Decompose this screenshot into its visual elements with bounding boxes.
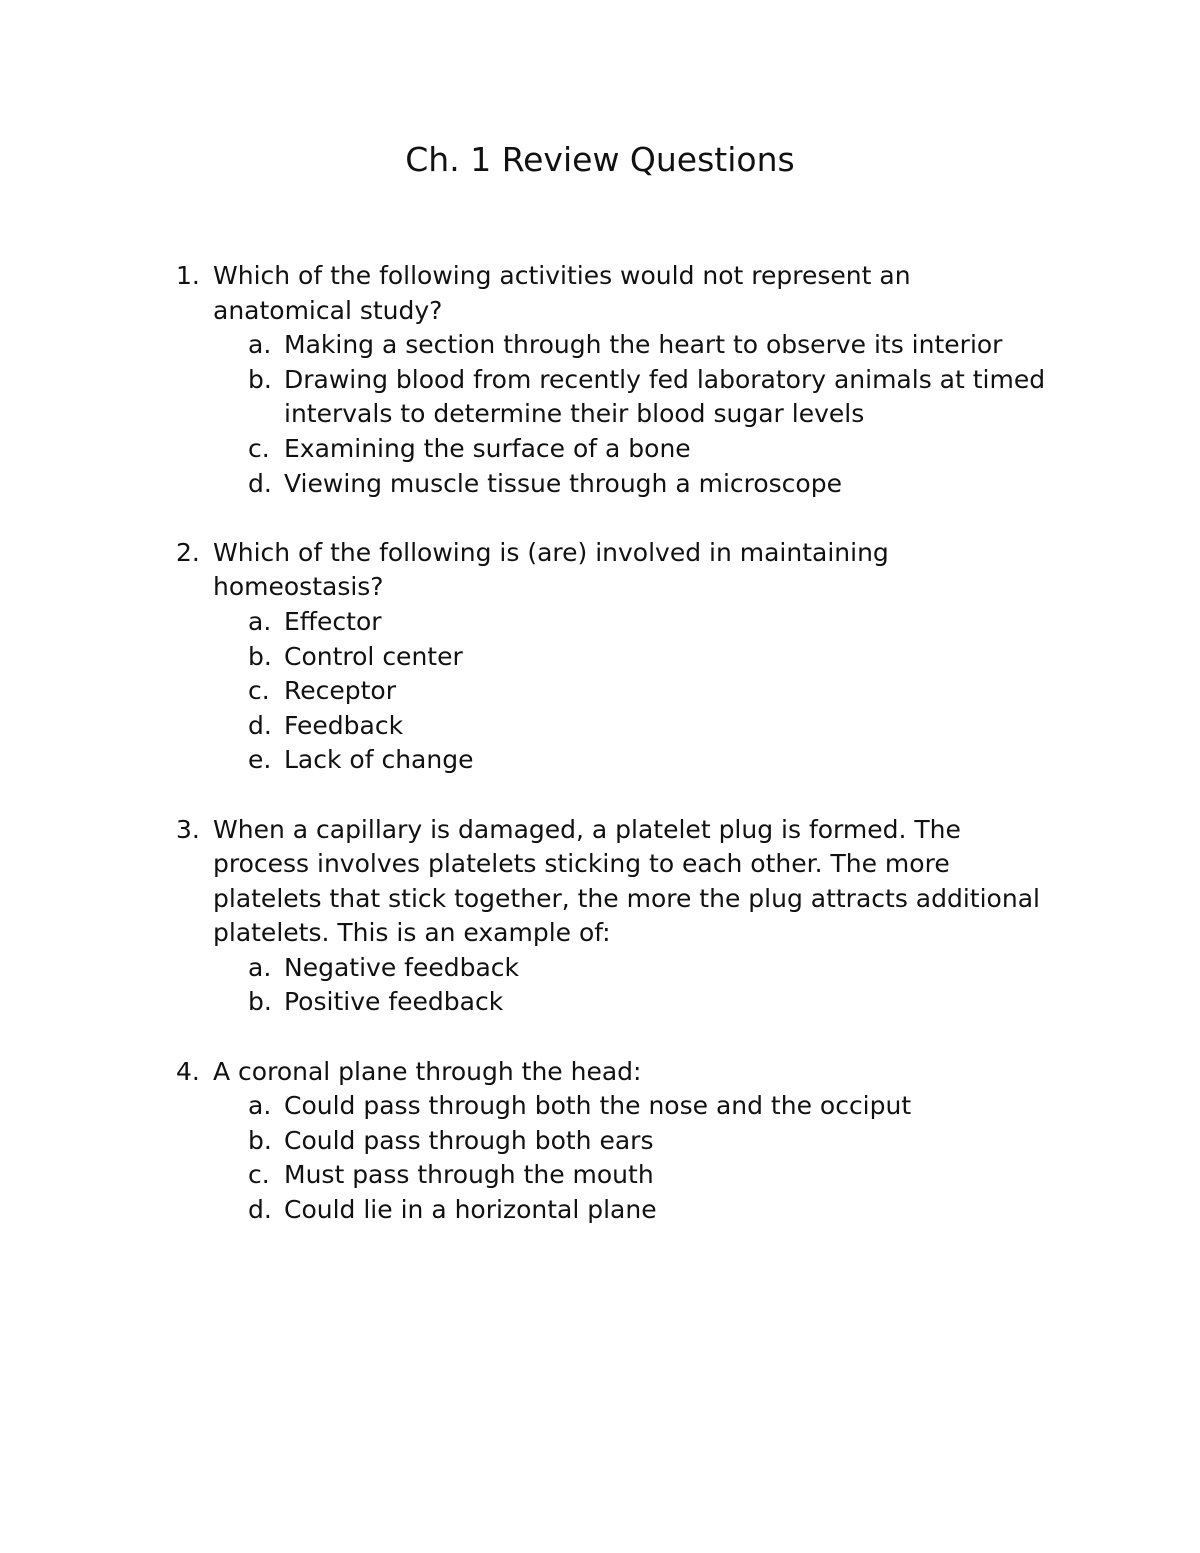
option-item xyxy=(213,1124,1056,1159)
option-text: Feedback xyxy=(284,710,404,740)
option-item xyxy=(213,1089,1056,1124)
question-text: When a capillary is damaged, a platelet plug is formed. The process involves platelets sticking to each other. The more platelets that stick together, the more the plug attracts additional platelets. This is an example of: xyxy=(213,814,1040,948)
option-letter: d. xyxy=(248,1195,272,1225)
option-text: Negative feedback xyxy=(284,952,519,982)
option-text: Viewing muscle tissue through a microscope xyxy=(284,468,842,498)
question-number: 1. xyxy=(176,261,200,290)
option-item xyxy=(213,1193,1056,1228)
option-list xyxy=(213,1089,1056,1227)
option-item xyxy=(213,640,1056,675)
option-letter: a. xyxy=(248,606,272,636)
option-text: Making a section through the heart to observe its interior xyxy=(284,330,1003,360)
option-item xyxy=(213,951,1056,986)
option-letter: c. xyxy=(248,1160,270,1190)
option-letter: c. xyxy=(248,676,270,706)
option-text: Positive feedback xyxy=(284,987,504,1017)
option-letter: b. xyxy=(248,641,272,671)
option-text: Could pass through both the nose and the occiput xyxy=(284,1091,912,1121)
option-item xyxy=(213,1158,1056,1193)
question-number: 3. xyxy=(176,814,200,844)
question-number: 4. xyxy=(176,1056,200,1086)
option-letter: a. xyxy=(248,330,272,360)
option-list xyxy=(213,605,1056,778)
option-text: Must pass through the mouth xyxy=(284,1160,654,1190)
option-text: Could lie in a horizontal plane xyxy=(284,1195,657,1225)
option-item xyxy=(213,674,1056,709)
question-list xyxy=(176,259,1056,1262)
option-text: Drawing blood from recently fed laboratory animals at timed intervals to determine their blood sugar levels xyxy=(284,364,1046,429)
option-item xyxy=(213,432,1056,467)
option-letter: b. xyxy=(248,1125,272,1155)
question-item xyxy=(176,813,1056,1021)
option-letter: a. xyxy=(248,1091,272,1121)
question-item xyxy=(176,1055,1056,1228)
option-item xyxy=(213,743,1056,778)
option-letter: d. xyxy=(248,468,272,498)
option-text: Examining the surface of a bone xyxy=(284,433,691,463)
question-text: Which of the following is (are) involved in maintaining homeostasis? xyxy=(213,537,889,602)
option-item xyxy=(213,709,1056,744)
option-list xyxy=(213,328,1056,501)
option-letter: b. xyxy=(248,364,272,394)
option-item xyxy=(213,467,1056,502)
option-text: Receptor xyxy=(284,676,396,706)
question-text: Which of the following activities would not represent an anatomical study? xyxy=(213,261,911,325)
option-text: Lack of change xyxy=(284,745,474,775)
page-title: Ch. 1 Review Questions xyxy=(405,140,795,179)
question-item xyxy=(176,536,1056,778)
question-number: 2. xyxy=(176,537,200,567)
option-item xyxy=(213,605,1056,640)
option-item xyxy=(213,985,1056,1020)
option-text: Effector xyxy=(284,606,382,636)
option-text: Could pass through both ears xyxy=(284,1125,654,1155)
option-letter: b. xyxy=(248,987,272,1017)
question-item xyxy=(176,259,1056,501)
option-item xyxy=(213,328,1056,363)
option-letter: e. xyxy=(248,745,272,775)
option-list xyxy=(213,951,1056,1020)
option-letter: c. xyxy=(248,433,270,463)
option-item xyxy=(213,363,1056,432)
option-letter: d. xyxy=(248,710,272,740)
option-letter: a. xyxy=(248,952,272,982)
option-text: Control center xyxy=(284,641,463,671)
question-text: A coronal plane through the head: xyxy=(213,1056,642,1086)
